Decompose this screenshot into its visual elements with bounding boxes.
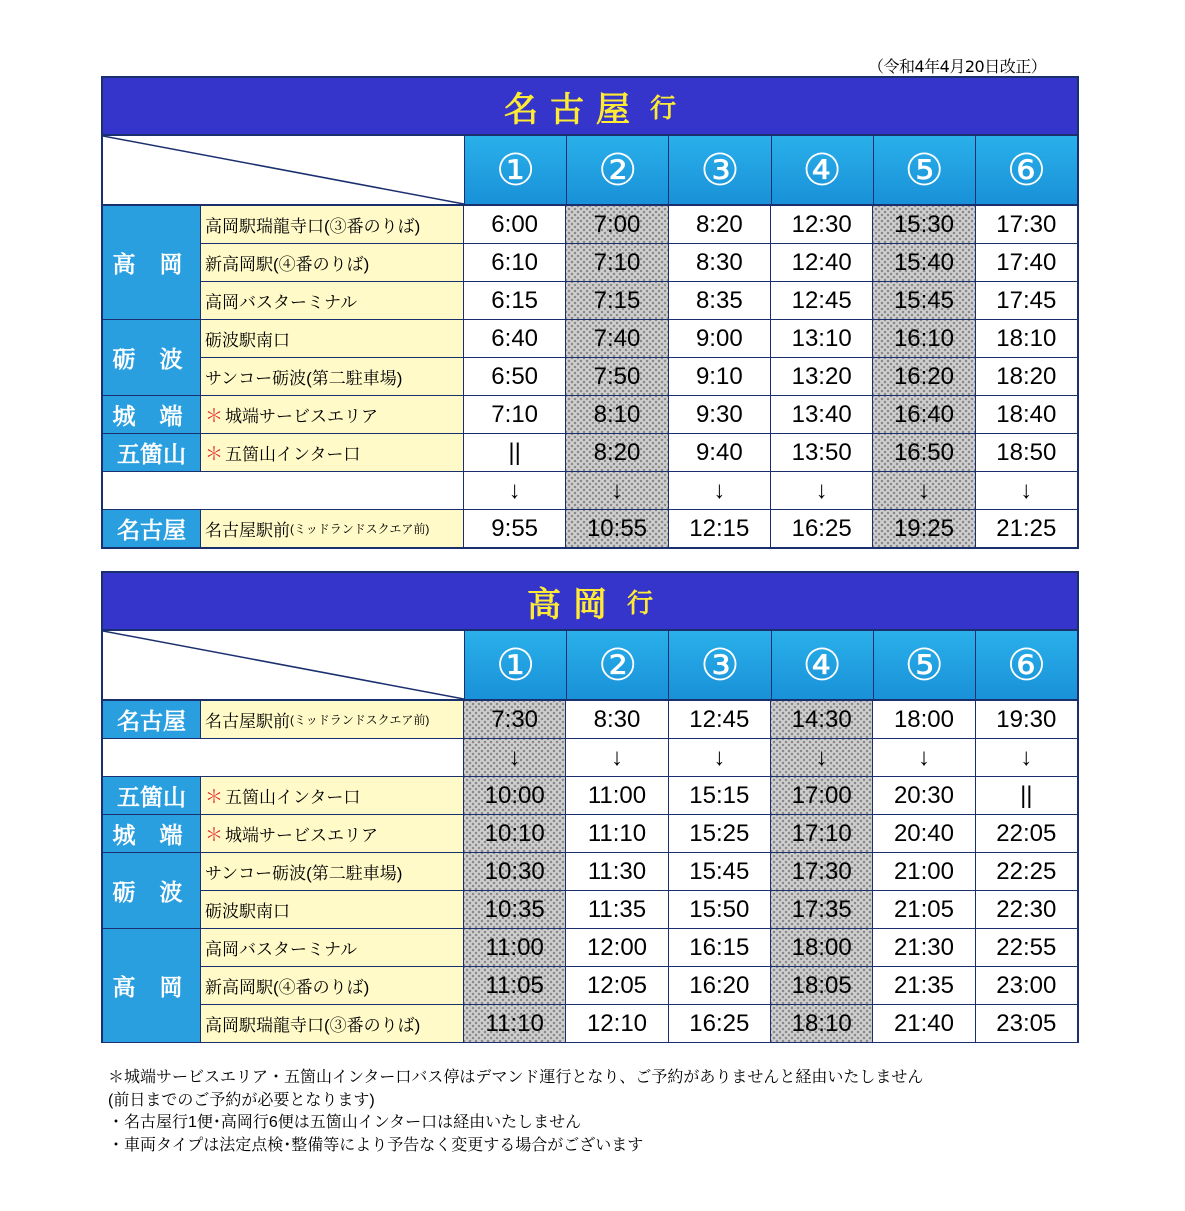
departure-time: 9:10: [669, 358, 771, 395]
stop-sublabel: (ミッドランドスクエア前): [290, 522, 430, 536]
timetable-to-takaoka: [101, 571, 1079, 1043]
stop-label: 高岡バスターミナル: [205, 293, 358, 312]
arrow-row: [103, 739, 1077, 777]
departure-time: 18:05: [771, 967, 873, 1004]
region-label: 砺 波: [103, 853, 200, 929]
stop-label: 名古屋駅前: [205, 712, 290, 731]
departure-time: 18:10: [976, 320, 1077, 357]
departure-time: 10:55: [566, 510, 668, 547]
departure-time: 11:00: [566, 777, 668, 814]
trip-number: ⑤: [874, 631, 976, 699]
departure-time: 12:40: [771, 244, 873, 281]
trip-number: ④: [772, 136, 874, 204]
departure-time: 12:00: [566, 929, 668, 966]
region-label: 五箇山: [103, 777, 200, 815]
title-bar: [103, 573, 1077, 631]
departure-time: 17:45: [976, 282, 1077, 319]
departure-time: ↓: [976, 472, 1077, 509]
stop-row: [103, 929, 1077, 967]
departure-time: 6:15: [464, 282, 566, 319]
region-label: 名古屋: [103, 510, 200, 548]
stop-label: 五箇山インター口: [225, 445, 361, 464]
departure-time: 7:30: [464, 701, 566, 738]
stop-row: [103, 206, 1077, 244]
region-label: 五箇山: [103, 434, 200, 472]
departure-time: 23:05: [976, 1005, 1077, 1042]
demand-stop-icon: ＊: [205, 443, 223, 464]
trip-number: ④: [772, 631, 874, 699]
blank-cell: [103, 472, 464, 509]
stop-row: [103, 282, 1077, 320]
stop-name: [200, 815, 464, 852]
departure-time: 12:10: [566, 1005, 668, 1042]
title-sub: 行: [649, 93, 676, 124]
departure-time: 17:35: [771, 891, 873, 928]
departure-time: 17:40: [976, 244, 1077, 281]
title-bar: [103, 78, 1077, 136]
departure-time: 7:50: [566, 358, 668, 395]
stop-label: 新高岡駅(④番のりば): [205, 978, 370, 997]
departure-time: ↓: [873, 472, 975, 509]
stop-name: [200, 1005, 464, 1042]
departure-time: ↓: [669, 472, 771, 509]
stop-name: [200, 891, 464, 928]
stop-label: 砺波駅南口: [205, 331, 290, 350]
trip-header-row: [103, 136, 1077, 206]
departure-time: 9:00: [669, 320, 771, 357]
stop-row: [103, 434, 1077, 472]
departure-time: 11:10: [566, 815, 668, 852]
departure-time: 22:55: [976, 929, 1077, 966]
departure-time: ↓: [669, 739, 771, 776]
departure-time: 21:30: [873, 929, 975, 966]
departure-time: 13:50: [771, 434, 873, 471]
note-line: ＊城端サービスエリア・五箇山インター口バス停はデマンド運行となり、ご予約がありませんと経由いたしません: [108, 1069, 924, 1086]
corner-cell: [103, 631, 465, 699]
stop-name: [200, 396, 464, 433]
departure-time: 18:00: [771, 929, 873, 966]
stop-row: [103, 244, 1077, 282]
stop-row: [103, 1005, 1077, 1043]
stop-label: 名古屋駅前: [205, 521, 290, 540]
stop-name: [200, 929, 464, 966]
stop-name: [200, 777, 464, 814]
region-label: 城 端: [103, 396, 200, 434]
departure-time: 11:35: [566, 891, 668, 928]
departure-time: 16:10: [873, 320, 975, 357]
note-line: ・名古屋行1便･高岡行6便は五箇山インター口は経由いたしません: [108, 1114, 582, 1131]
departure-time: 7:40: [566, 320, 668, 357]
departure-time: ↓: [464, 472, 566, 509]
stop-row: [103, 396, 1077, 434]
departure-time: 16:25: [669, 1005, 771, 1042]
stop-row: [103, 510, 1077, 548]
stop-label: 砺波駅南口: [205, 902, 290, 921]
departure-time: 18:20: [976, 358, 1077, 395]
region-label: 高 岡: [103, 206, 200, 320]
departure-time: 17:30: [976, 206, 1077, 243]
stop-name: [200, 967, 464, 1004]
departure-time: 16:20: [873, 358, 975, 395]
stop-label: 城端サービスエリア: [225, 826, 378, 845]
demand-stop-icon: ＊: [205, 405, 223, 426]
departure-time: 8:10: [566, 396, 668, 433]
title-main: 名古屋: [503, 89, 642, 130]
stop-name: [200, 282, 464, 319]
trip-number: ①: [465, 136, 567, 204]
timetable-body: [103, 206, 1077, 548]
departure-time: 13:40: [771, 396, 873, 433]
departure-time: 10:30: [464, 853, 566, 890]
departure-time: 16:15: [669, 929, 771, 966]
departure-time: 12:45: [669, 701, 771, 738]
stop-row: [103, 701, 1077, 739]
departure-time: 6:10: [464, 244, 566, 281]
title-sub: 行: [626, 588, 653, 619]
region-label: 高 岡: [103, 929, 200, 1043]
stop-name: [200, 853, 464, 890]
departure-time: ↓: [464, 739, 566, 776]
departure-time: 21:40: [873, 1005, 975, 1042]
stop-row: [103, 358, 1077, 396]
departure-time: 22:05: [976, 815, 1077, 852]
stop-row: [103, 320, 1077, 358]
departure-time: 15:40: [873, 244, 975, 281]
revision-date: （令和4年4月20日改正）: [868, 57, 1047, 76]
departure-time: ↓: [771, 472, 873, 509]
departure-time: 22:25: [976, 853, 1077, 890]
departure-time: 9:55: [464, 510, 566, 547]
trip-header-row: [103, 631, 1077, 701]
departure-time: 18:10: [771, 1005, 873, 1042]
departure-time: ↓: [873, 739, 975, 776]
departure-time: 14:30: [771, 701, 873, 738]
title-main: 高岡: [526, 584, 619, 625]
departure-time: ↓: [566, 739, 668, 776]
departure-time: 21:05: [873, 891, 975, 928]
trip-number: ②: [567, 631, 669, 699]
stop-sublabel: (ミッドランドスクエア前): [290, 713, 430, 727]
stop-label: 高岡バスターミナル: [205, 940, 358, 959]
departure-time: 8:20: [669, 206, 771, 243]
departure-time: 8:35: [669, 282, 771, 319]
departure-time: 10:35: [464, 891, 566, 928]
trip-number: ⑤: [874, 136, 976, 204]
stop-label: サンコー砺波(第二駐車場): [205, 864, 403, 883]
departure-time: 17:10: [771, 815, 873, 852]
departure-time: 12:30: [771, 206, 873, 243]
timetable-body: [103, 701, 1077, 1043]
stop-label: 城端サービスエリア: [225, 407, 378, 426]
departure-time: 18:00: [873, 701, 975, 738]
corner-cell: [103, 136, 465, 204]
departure-time: 8:30: [566, 701, 668, 738]
departure-time: 19:30: [976, 701, 1077, 738]
demand-stop-icon: ＊: [205, 824, 223, 845]
departure-time: 21:35: [873, 967, 975, 1004]
departure-time: 16:50: [873, 434, 975, 471]
departure-time: 9:40: [669, 434, 771, 471]
departure-time: 12:45: [771, 282, 873, 319]
departure-time: 15:45: [669, 853, 771, 890]
departure-time: 15:15: [669, 777, 771, 814]
departure-time: 23:00: [976, 967, 1077, 1004]
departure-time: 11:10: [464, 1005, 566, 1042]
departure-time: 15:30: [873, 206, 975, 243]
departure-time: ||: [464, 434, 566, 471]
region-label: 名古屋: [103, 701, 200, 739]
trip-number: ⑥: [976, 136, 1077, 204]
timetable-to-nagoya: [101, 76, 1079, 549]
departure-time: 11:30: [566, 853, 668, 890]
departure-time: 7:10: [464, 396, 566, 433]
demand-stop-icon: ＊: [205, 786, 223, 807]
stop-name: [200, 320, 464, 357]
stop-name: [200, 510, 464, 547]
departure-time: 13:10: [771, 320, 873, 357]
note-line: ・車両タイプは法定点検･整備等により予告なく変更する場合がございます: [108, 1136, 644, 1154]
trip-number: ③: [669, 136, 771, 204]
stop-label: 新高岡駅(④番のりば): [205, 255, 370, 274]
departure-time: 8:30: [669, 244, 771, 281]
departure-time: 8:20: [566, 434, 668, 471]
departure-time: 6:00: [464, 206, 566, 243]
stop-name: [200, 358, 464, 395]
departure-time: 12:05: [566, 967, 668, 1004]
departure-time: 22:30: [976, 891, 1077, 928]
stop-name: [200, 244, 464, 281]
departure-time: 16:40: [873, 396, 975, 433]
stop-label: サンコー砺波(第二駐車場): [205, 369, 403, 388]
departure-time: 7:15: [566, 282, 668, 319]
departure-time: 7:00: [566, 206, 668, 243]
departure-time: 10:10: [464, 815, 566, 852]
departure-time: 20:40: [873, 815, 975, 852]
departure-time: 17:30: [771, 853, 873, 890]
departure-time: 16:25: [771, 510, 873, 547]
stop-name: [200, 434, 464, 471]
trip-number: ①: [465, 631, 567, 699]
departure-time: 7:10: [566, 244, 668, 281]
departure-time: ||: [976, 777, 1077, 814]
region-label: 城 端: [103, 815, 200, 853]
notes: [108, 1067, 923, 1157]
stop-label: 高岡駅瑞龍寺口(③番のりば): [205, 1016, 421, 1035]
stop-row: [103, 815, 1077, 853]
departure-time: 18:50: [976, 434, 1077, 471]
departure-time: ↓: [976, 739, 1077, 776]
stop-label: 五箇山インター口: [225, 788, 361, 807]
arrow-row: [103, 472, 1077, 510]
departure-time: 11:00: [464, 929, 566, 966]
departure-time: 6:40: [464, 320, 566, 357]
note-line: (前日までのご予約が必要となります): [108, 1091, 375, 1109]
trip-number: ③: [669, 631, 771, 699]
departure-time: 10:00: [464, 777, 566, 814]
departure-time: 15:25: [669, 815, 771, 852]
stop-label: 高岡駅瑞龍寺口(③番のりば): [205, 217, 421, 236]
departure-time: 18:40: [976, 396, 1077, 433]
departure-time: 12:15: [669, 510, 771, 547]
region-label: 砺 波: [103, 320, 200, 396]
trip-number: ⑥: [976, 631, 1077, 699]
departure-time: 20:30: [873, 777, 975, 814]
trip-number: ②: [567, 136, 669, 204]
departure-time: 11:05: [464, 967, 566, 1004]
departure-time: 6:50: [464, 358, 566, 395]
departure-time: 15:45: [873, 282, 975, 319]
departure-time: ↓: [566, 472, 668, 509]
stop-name: [200, 206, 464, 243]
departure-time: 21:00: [873, 853, 975, 890]
stop-row: [103, 853, 1077, 891]
departure-time: ↓: [771, 739, 873, 776]
stop-name: [200, 701, 464, 738]
departure-time: 21:25: [976, 510, 1077, 547]
departure-time: 9:30: [669, 396, 771, 433]
departure-time: 13:20: [771, 358, 873, 395]
stop-row: [103, 967, 1077, 1005]
blank-cell: [103, 739, 464, 776]
stop-row: [103, 891, 1077, 929]
departure-time: 19:25: [873, 510, 975, 547]
stop-row: [103, 777, 1077, 815]
departure-time: 17:00: [771, 777, 873, 814]
departure-time: 15:50: [669, 891, 771, 928]
departure-time: 16:20: [669, 967, 771, 1004]
